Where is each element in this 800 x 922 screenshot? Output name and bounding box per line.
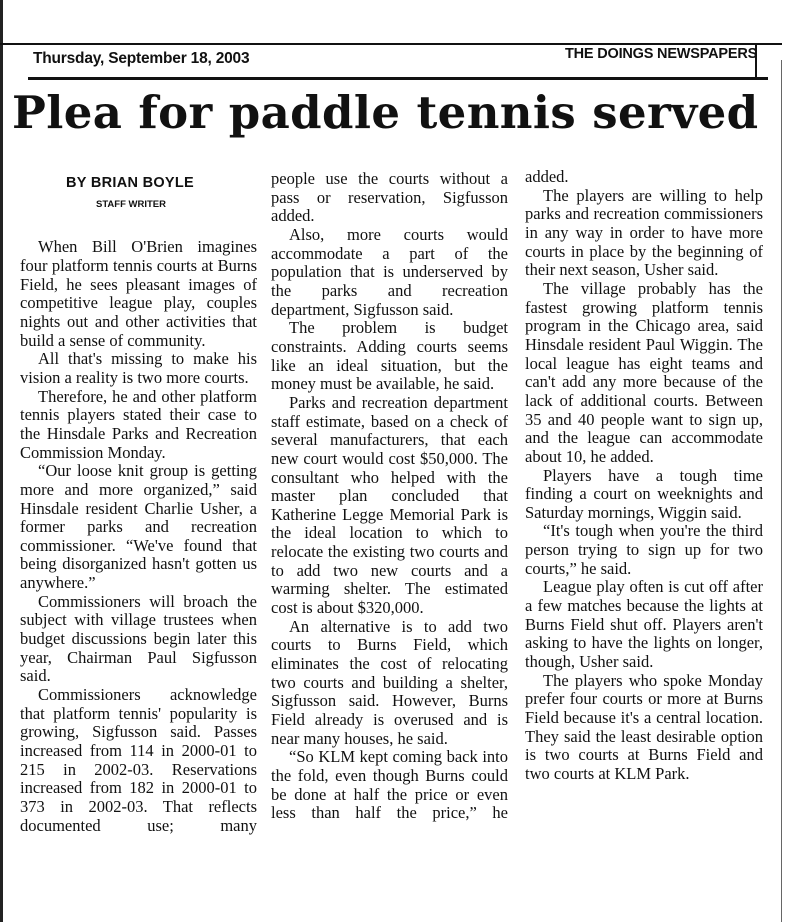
article-column-1 (20, 168, 257, 835)
paragraph: “It's tough when you're the third person trying to sign up for two courts,” he said. (525, 521, 763, 578)
scan-edge-right (781, 60, 782, 922)
article-column-3 (525, 168, 763, 784)
byline (66, 174, 257, 193)
paragraph: Players have a tough time finding a court on weeknights and Saturday mornings, Wiggin said. (525, 465, 763, 522)
paragraph: The problem is budget constraints. Adding courts seems like an ideal situation, but the money must be available, he said. (271, 318, 508, 394)
paragraph: An alternative is to add two courts to Burns Field, which eliminates the cost of relocating two courts and building a shelter, Sigfusson said. However, Burns Field already is overused and is near many houses, he said. (271, 616, 508, 748)
paragraph: “So KLM kept coming back into the fold, even though Burns could be done at half the price or even less than half the price,” he (271, 747, 508, 823)
paragraph: Commissioners acknowledge that platform tennis' popularity is growing, Sigfusson said. Passes increased from 114 in 2000-01 to 215 in 2002-03. Reservations increased from 182 in 2000-01 to 373 in 2002-03. That reflects documented use; many (20, 685, 257, 835)
header-rule-bottom (28, 77, 768, 80)
article-column-2 (271, 170, 508, 823)
paragraph: Commissioners will broach the subject with village trustees when budget discussions begin later this year, Chairman Paul Sigfusson said. (20, 591, 257, 686)
paragraph-continued: added. (525, 167, 569, 186)
paragraph: Parks and recreation department staff estimate, based on a check of several manufacturers, that each new court would cost $50,000. The consultant who helped with the master plan concluded that Katherine Legge Memorial Park is the ideal location to which to relocate the existing two courts and to add two new courts and a warming shelter. The estimated cost is about $320,000. (271, 392, 508, 618)
byline-name: BRIAN BOYLE (90, 175, 195, 191)
paragraph: League play often is cut off after a few matches because the lights at Burns Field shut off. Players aren't asking to have the lights on longer, though, Usher said. (525, 577, 763, 672)
issue-date: Thursday, September 18, 2003 (33, 50, 250, 67)
paragraph: The players who spoke Monday prefer four courts or more at Burns Field because it's a central location. They said the least desirable option is two courts at Burns Field and two courts at KLM Park. (525, 670, 763, 783)
scan-edge (0, 0, 3, 922)
paragraph: All that's missing to make his vision a reality is two more courts. (20, 349, 257, 387)
paragraph-continued: people use the courts without a pass or reservation, Sigfusson added. (271, 169, 508, 226)
headline: Plea for paddle tennis served (12, 86, 759, 139)
byline-prefix: BY (66, 175, 87, 191)
paragraph: “Our loose knit group is getting more and more organized,” said Hinsdale resident Charlie Usher, a former parks and recreation commissioner. “We've found that being disorganized hasn't gotten us anywhere.” (20, 461, 257, 593)
paragraph: The village probably has the fastest growing platform tennis program in the Chicago area, said Hinsdale resident Paul Wiggin. The local league has eight teams and can't add any more because of the lack of additional courts. Between 35 and 40 people want to sign up, and the league can accommodate about 10, he added. (525, 278, 763, 466)
paragraph: Also, more courts would accommodate a part of the population that is underserved by the parks and recreation department, Sigfusson said. (271, 224, 508, 319)
paragraph: Therefore, he and other platform tennis players stated their case to the Hinsdale Parks and Recreation Commission Monday. (20, 386, 257, 462)
paragraph: When Bill O'Brien imagines four platform tennis courts at Burns Field, he sees pleasant images of competitive league play, couples nights out and other activities that build a sense of community. (20, 237, 257, 350)
header-rule-top (0, 43, 782, 45)
publication-name: THE DOINGS NEWSPAPERS (565, 46, 758, 62)
byline-role: STAFF WRITER (96, 198, 167, 210)
paragraph: The players are willing to help parks and recreation commissioners in any way in order to have more courts in place by the beginning of their next season, Usher said. (525, 185, 763, 280)
